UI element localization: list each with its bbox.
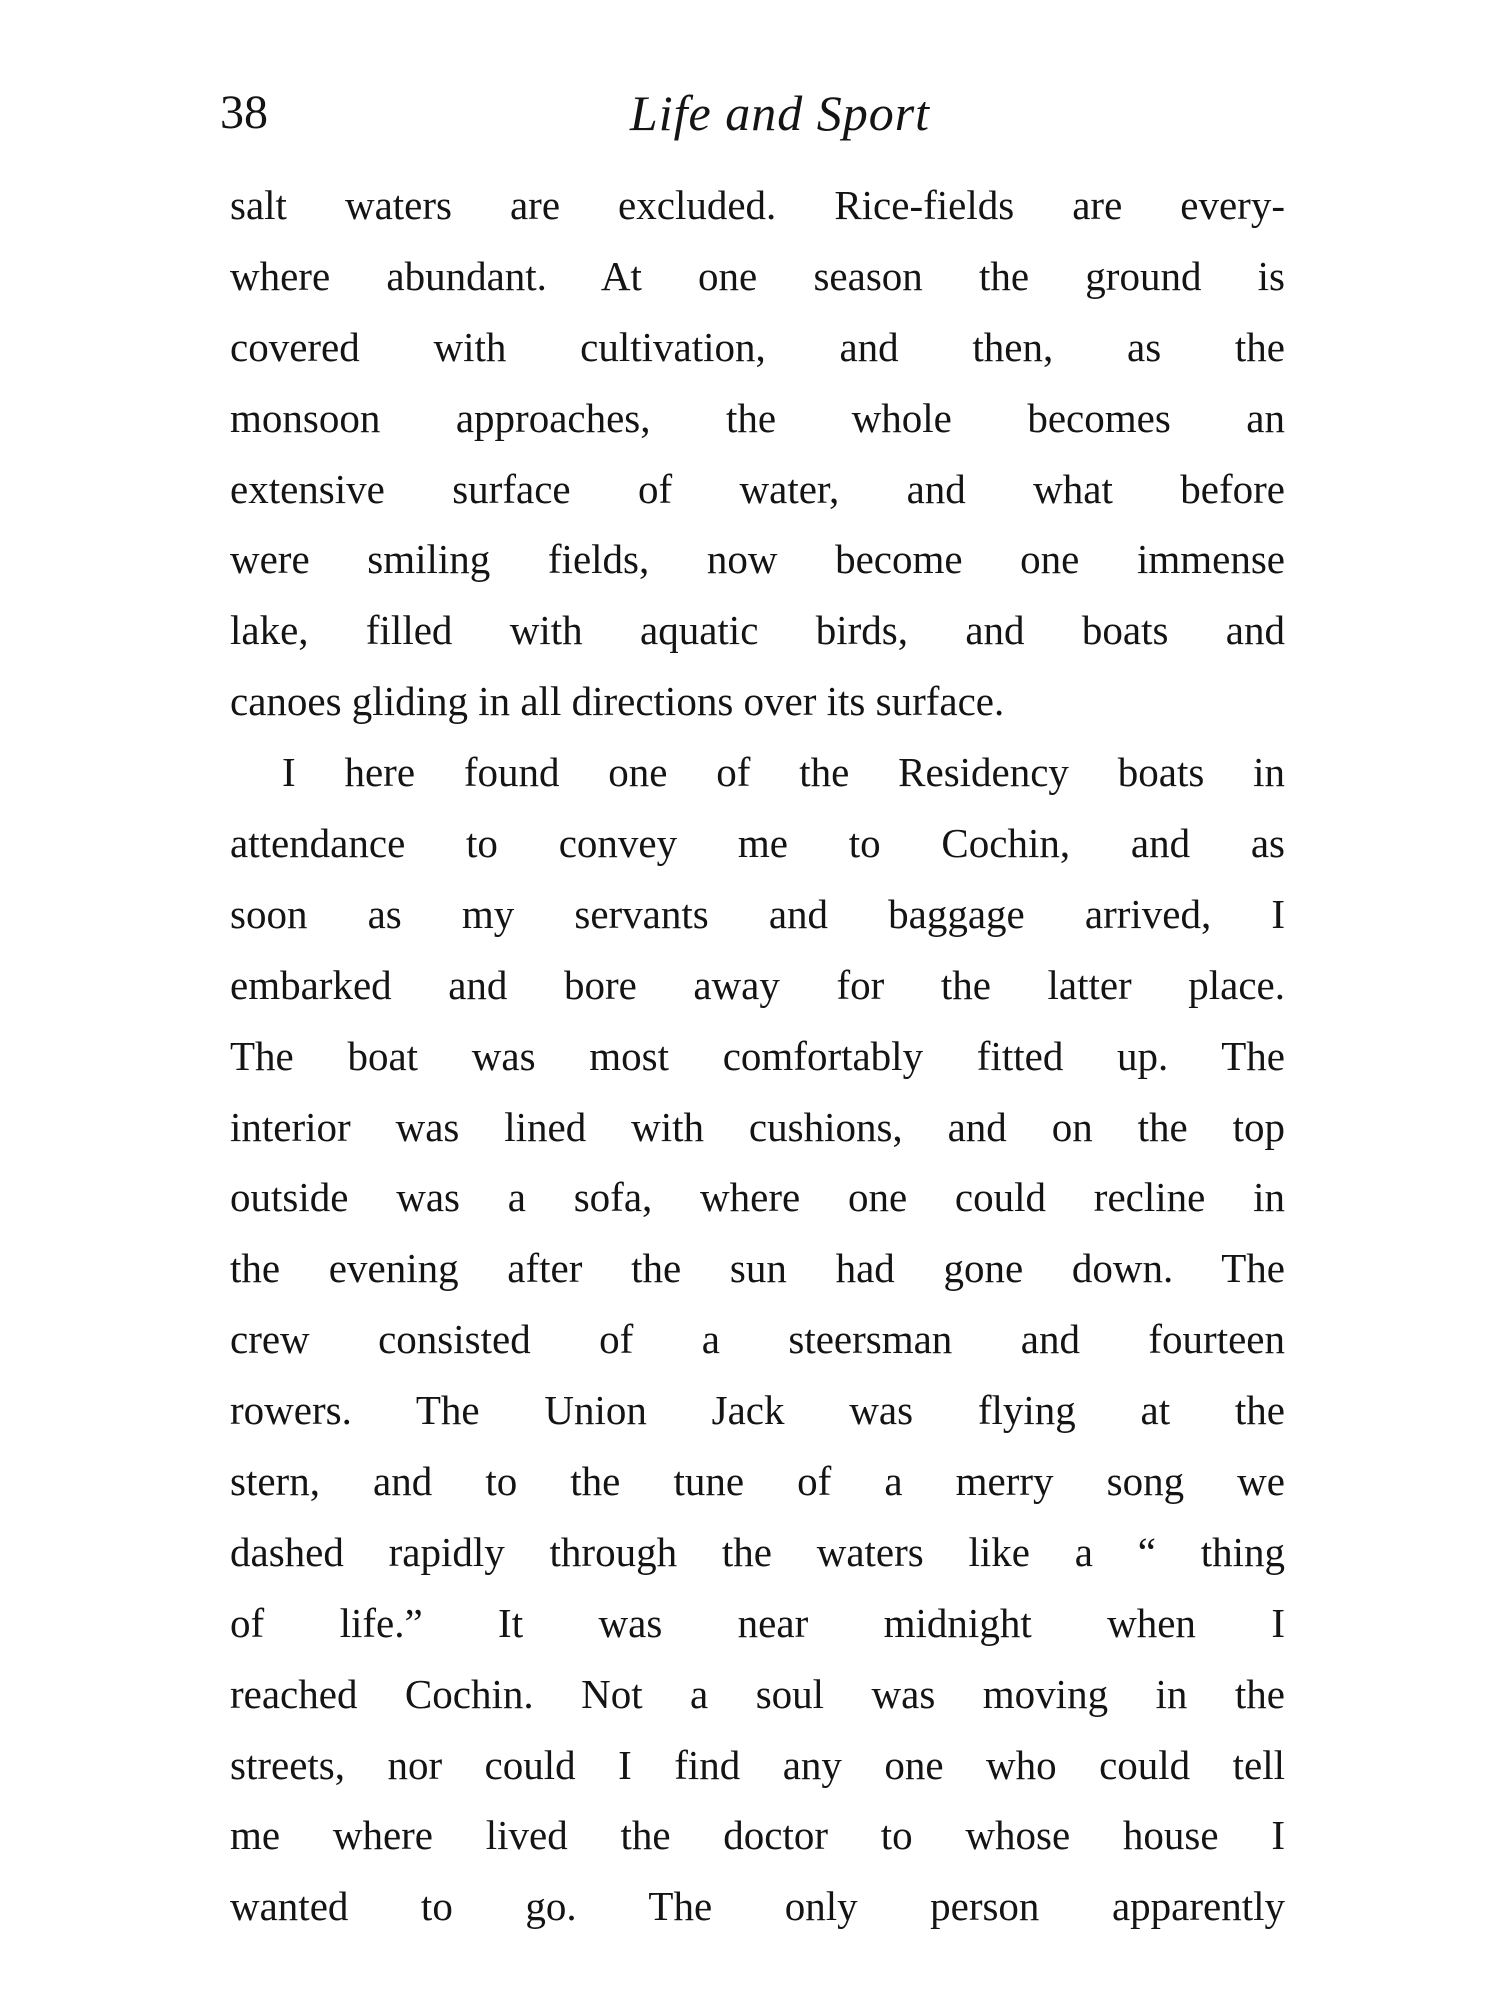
text-line: canoes gliding in all directions over its surface.	[230, 678, 1005, 725]
text-line: where abundant. At one season the ground is	[230, 252, 1285, 299]
text-line: dashed rapidly through the waters like a “ thing	[230, 1528, 1285, 1575]
text-line: attendance to convey me to Cochin, and as	[230, 820, 1285, 867]
running-head	[220, 68, 1280, 158]
text-line: monsoon approaches, the whole becomes an	[230, 394, 1285, 441]
text-line: me where lived the doctor to whose house I	[230, 1812, 1285, 1859]
text-line: The boat was most comfortably fitted up. The	[230, 1032, 1285, 1079]
text-line: extensive surface of water, and what before	[230, 465, 1285, 512]
text-line: covered with cultivation, and then, as the	[230, 323, 1285, 370]
text-line: lake, filled with aquatic birds, and boats and	[230, 607, 1285, 654]
paragraph-2	[230, 737, 1285, 1942]
text-line: wanted to go. The only person apparently	[230, 1883, 1285, 1930]
text-line: stern, and to the tune of a merry song we	[230, 1458, 1285, 1505]
text-line: I here found one of the Residency boats in	[282, 749, 1285, 796]
text-line: were smiling fields, now become one immense	[230, 536, 1285, 583]
text-line: soon as my servants and baggage arrived, I	[230, 890, 1285, 937]
text-line: of life.” It was near midnight when I	[230, 1599, 1285, 1646]
text-line: salt waters are excluded. Rice-fields are every-	[230, 182, 1285, 228]
text-line: rowers. The Union Jack was flying at the	[230, 1387, 1285, 1434]
page-number: 38	[220, 86, 268, 139]
text-line: reached Cochin. Not a soul was moving in the	[230, 1670, 1285, 1717]
paragraph-1	[230, 170, 1285, 737]
text-line: interior was lined with cushions, and on the top	[230, 1103, 1285, 1150]
text-line: outside was a sofa, where one could recline in	[230, 1174, 1285, 1221]
text-line: streets, nor could I find any one who could tell	[230, 1741, 1285, 1788]
running-title: Life and Sport	[629, 85, 931, 141]
text-line: crew consisted of a steersman and fourteen	[230, 1316, 1285, 1363]
text-line: the evening after the sun had gone down. The	[230, 1245, 1285, 1292]
body-text	[230, 170, 1285, 1942]
text-line: embarked and bore away for the latter place.	[230, 961, 1285, 1008]
